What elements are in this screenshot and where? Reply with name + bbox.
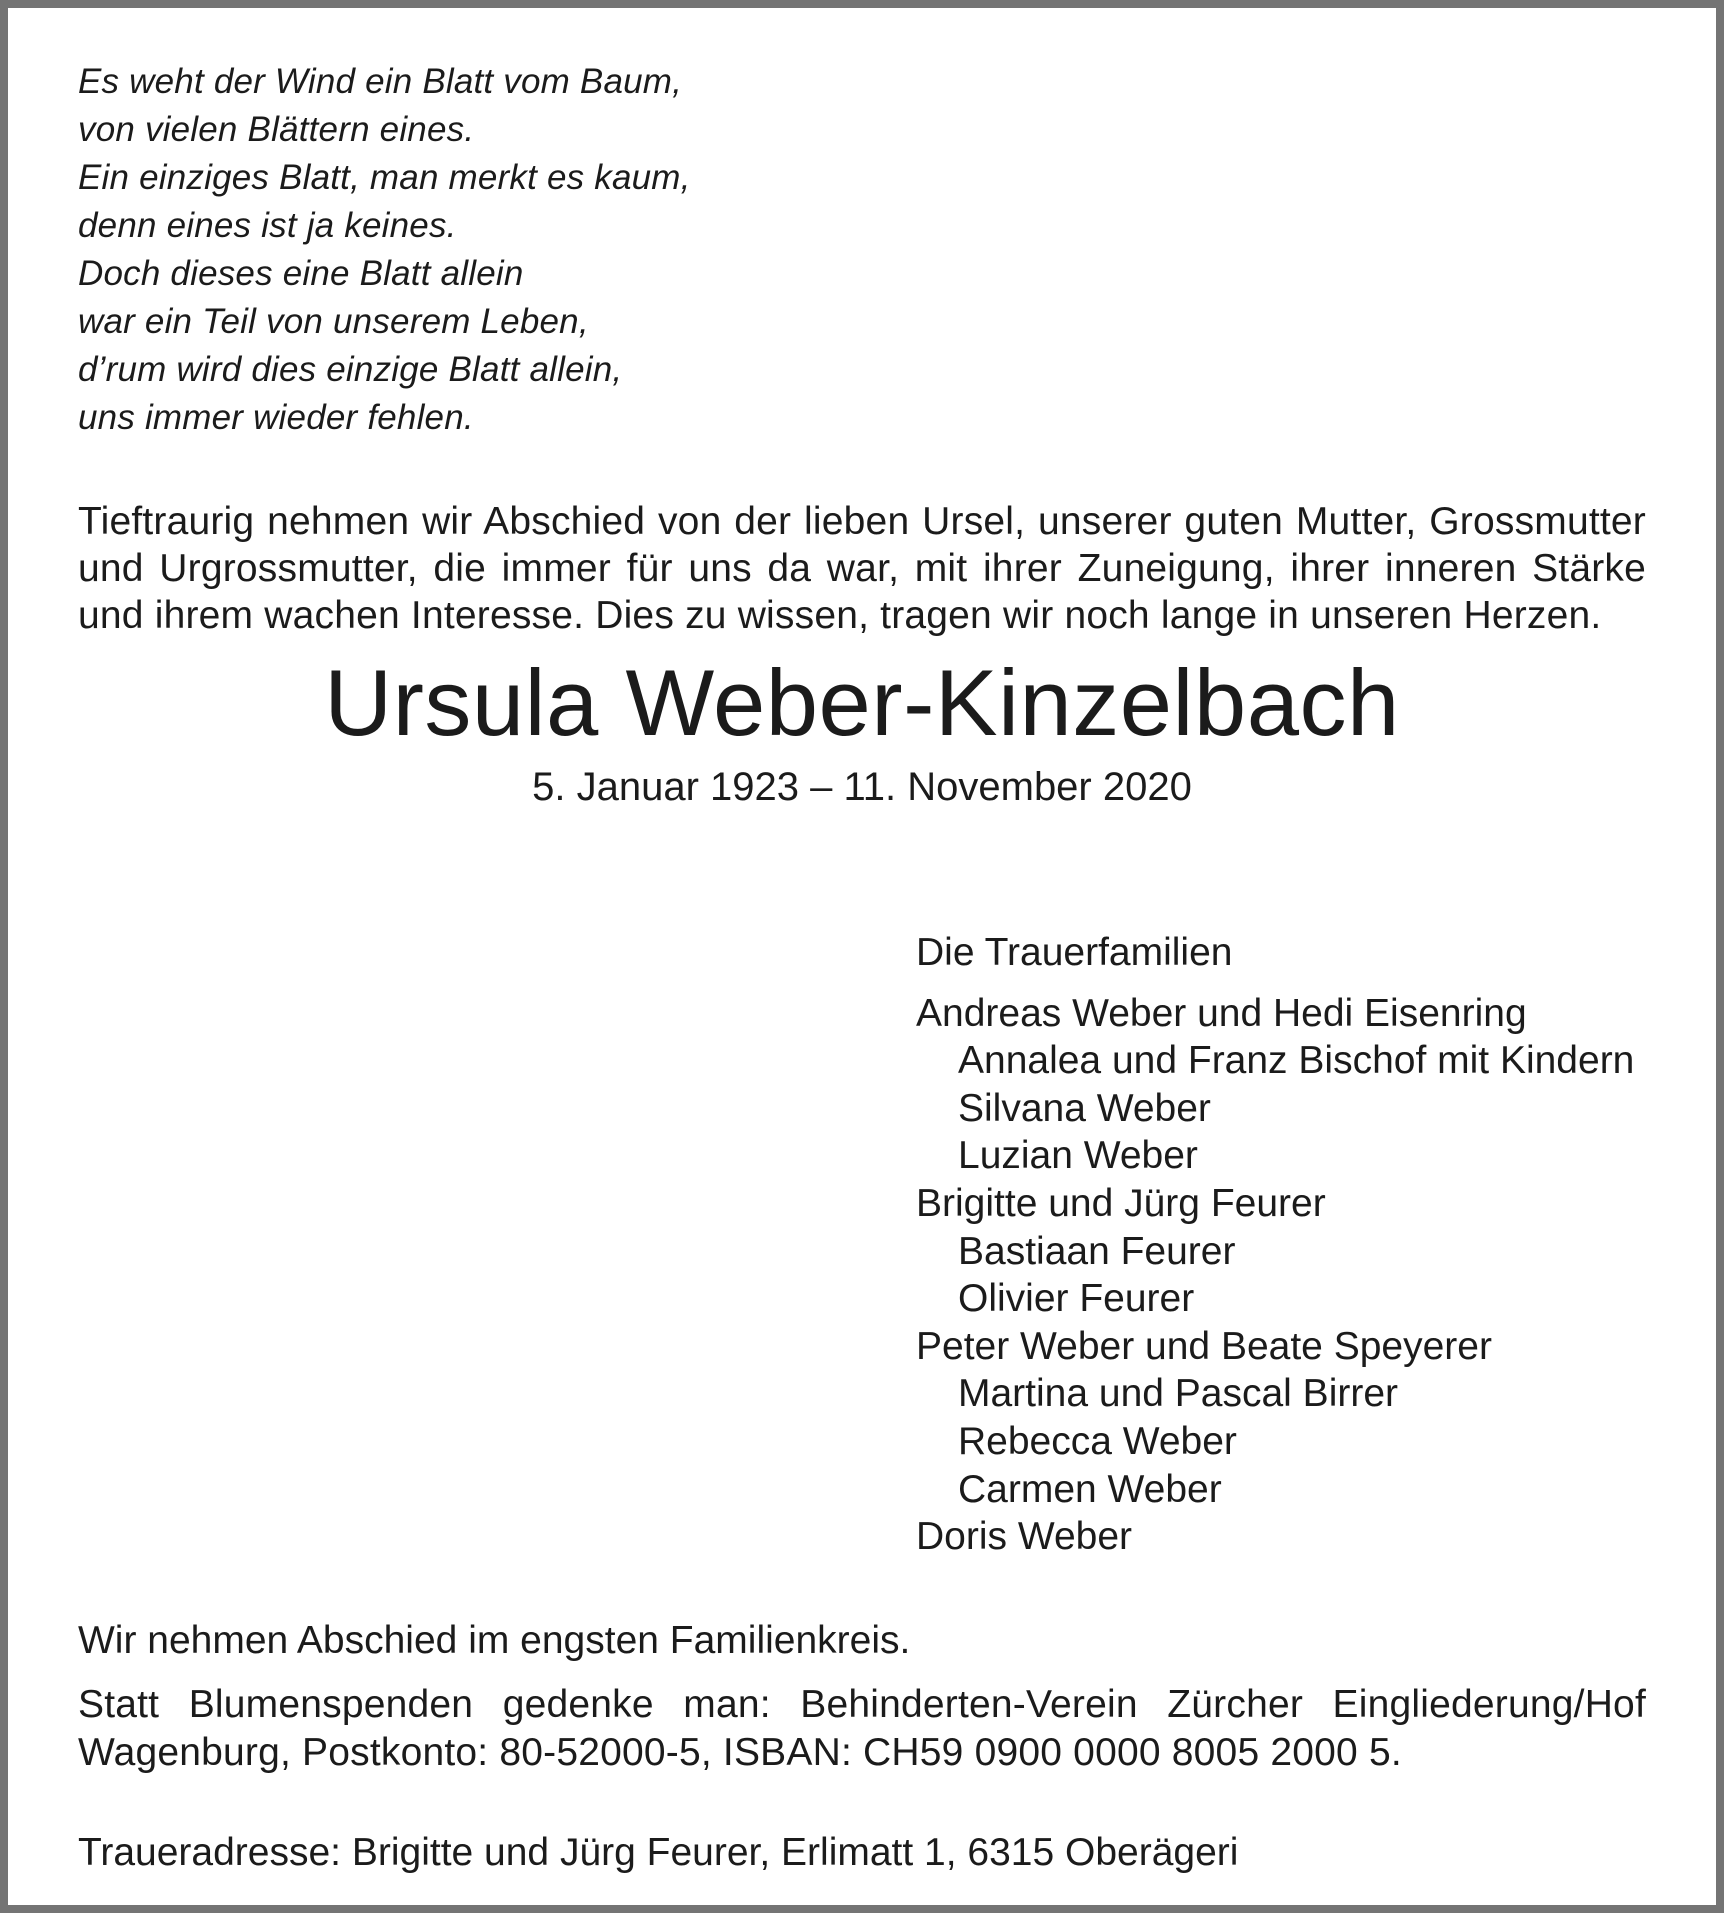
farewell-line: Wir nehmen Abschied im engsten Familienkreis. [78, 1618, 911, 1662]
poem-line: war ein Teil von unserem Leben, [78, 302, 589, 341]
mourner-entry: Carmen Weber [958, 1467, 1222, 1511]
mourner-entry: Martina und Pascal Birrer [958, 1372, 1399, 1416]
mourner-entry: Peter Weber und Beate Speyerer [916, 1324, 1492, 1368]
mourners-section [78, 929, 1646, 1561]
deceased-dates: 5. Januar 1923 – 11. November 2020 [532, 765, 1192, 809]
mourner-entry: Bastiaan Feurer [958, 1229, 1236, 1273]
memorial-poem [78, 58, 1646, 442]
mourner-entry: Silvana Weber [958, 1086, 1211, 1130]
intro-paragraph: Tieftraurig nehmen wir Abschied von der lieben Ursel, unserer guten Mutter, Grossmutter und Urgrossmutter, die immer für uns da war, mit ihrer Zuneigung, ihrer inneren Stärke und ihrem wachen Interesse. Dies zu wissen, tragen wir noch lange in unseren Herzen. [78, 500, 1646, 637]
donation-paragraph: Statt Blumenspenden gedenke man: Behinderten-Verein Zürcher Eingliederung/Hof Wagenburg, Postkonto: 80-52000-5, ISBAN: CH59 0900 0000 8005 2000 5. [78, 1682, 1646, 1774]
deceased-name: Ursula Weber-Kinzelbach [324, 650, 1400, 755]
mourner-entry: Doris Weber [916, 1515, 1133, 1559]
mourning-address: Traueradresse: Brigitte und Jürg Feurer, Erlimatt 1, 6315 Oberägeri [78, 1830, 1239, 1874]
poem-line: von vielen Blättern eines. [78, 110, 475, 149]
mourner-entry: Rebecca Weber [958, 1419, 1237, 1463]
mourner-entry: Andreas Weber und Hedi Eisenring [916, 991, 1527, 1035]
poem-line: uns immer wieder fehlen. [78, 398, 474, 437]
poem-line: denn eines ist ja keines. [78, 206, 457, 245]
mourner-entry: Olivier Feurer [958, 1277, 1195, 1321]
poem-line: Doch dieses eine Blatt allein [78, 254, 524, 293]
poem-line: Ein einziges Blatt, man merkt es kaum, [78, 158, 691, 197]
mourner-entry: Annalea und Franz Bischof mit Kindern [958, 1039, 1635, 1083]
poem-line: d’rum wird dies einzige Blatt allein, [78, 350, 623, 389]
mourners-heading: Die Trauerfamilien [916, 931, 1233, 974]
poem-line: Es weht der Wind ein Blatt vom Baum, [78, 62, 683, 101]
mourner-entry: Brigitte und Jürg Feurer [916, 1181, 1326, 1225]
mourner-entry: Luzian Weber [958, 1134, 1198, 1178]
